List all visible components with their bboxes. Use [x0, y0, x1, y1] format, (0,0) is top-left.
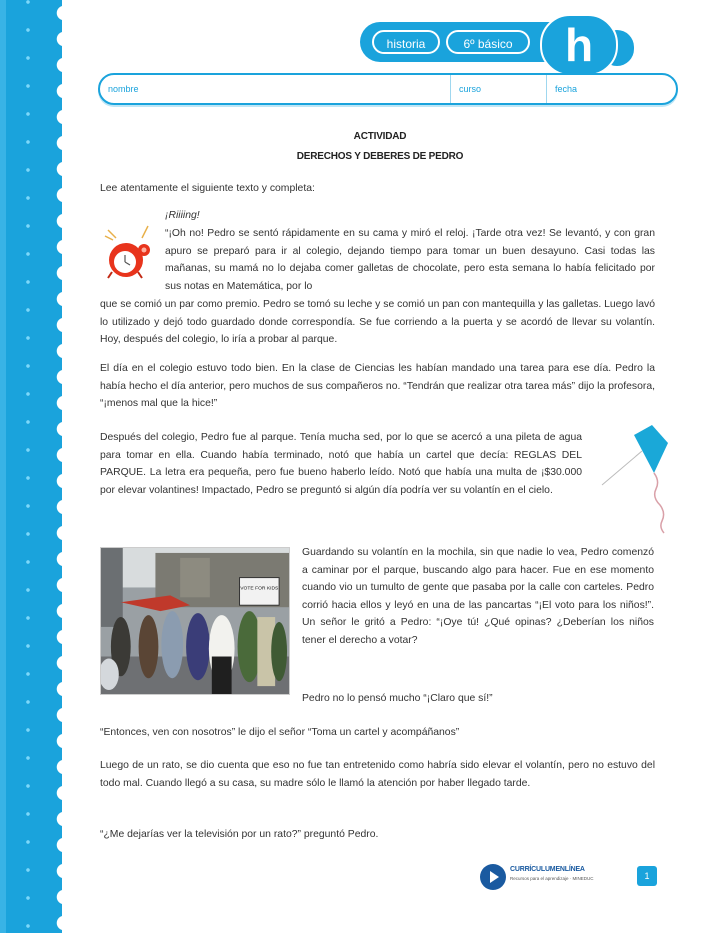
- story-paragraph-5: Pedro no lo pensó mucho “¡Claro que sí!”: [302, 693, 493, 704]
- subject-tag: historia: [372, 30, 440, 54]
- notebook-binding-strip: [0, 0, 62, 933]
- grade-tag: 6º básico: [446, 30, 530, 54]
- student-info-bar: [98, 73, 678, 105]
- date-field[interactable]: fecha: [546, 75, 676, 103]
- protest-sign-text: VOTE FOR KIDS: [240, 586, 279, 592]
- footer-brand: CURRÍCULUMENLÍNEA: [510, 866, 585, 873]
- story-ring-line: ¡Riiiing!: [165, 210, 200, 221]
- curriculum-play-logo-icon: [480, 864, 506, 890]
- activity-title: ACTIVIDAD: [353, 131, 407, 142]
- story-paragraph-6: “Entonces, ven con nosotros” le dijo el señor “Toma un cartel y acompáñanos”: [100, 727, 460, 738]
- page-number: 1: [637, 866, 657, 886]
- story-paragraph-1: “¡Oh no! Pedro se sentó rápidamente en su cama y miró el reloj. ¡Tarde otra vez! Se levantó, y con gran apuro se preparó para ir al colegio, dejando tiempo para tomar un buen desayuno. Casi todas las mañanas, su mamá no lo dejaba comer galletas de chocolate, pero esta semana lo había felicitado por sus notas en Matemática, por lo: [165, 228, 655, 292]
- story-paragraph-4: Guardando su volantín en la mochila, sin que nadie lo vea, Pedro comenzó a caminar por el parque, buscando algo para hacer. Fue en ese momento cuando vio un tumulto de gente que pasaba por la calle con carteles. Pedro corrió hacia ellos y leyó en una de las pancartas “¡El voto para los niños!”. Un señor le gritó a Pedro: “¡Oye tú! ¿Qué opinas? ¿Deberían los niños tener el derecho a votar?: [302, 547, 654, 646]
- story-paragraph-8: “¿Me dejarías ver la televisión por un rato?” preguntó Pedro.: [100, 829, 379, 840]
- course-field[interactable]: curso: [450, 75, 546, 103]
- kite-icon: [600, 415, 690, 540]
- name-field[interactable]: nombre: [108, 84, 139, 94]
- protest-march-photo: [100, 547, 290, 695]
- binding-scallop-edge: [50, 0, 64, 933]
- instructions-text: Lee atentamente el siguiente texto y completa:: [100, 183, 315, 194]
- story-paragraph-3: Después del colegio, Pedro fue al parque. Tenía mucha sed, por lo que se acercó a una pileta de agua para tomar en ella. Cuando había terminado, notó que había un cartel que decía: REGLAS DEL PARQUE. La letra era pequeña, pero fue bueno haberlo leído. Notó que había una multa de ¡$30.000 por elevar volantines! Impactado, Pedro se preguntó si algún día podría ver su volantín en el cielo.: [100, 432, 582, 496]
- alarm-clock-icon: [102, 222, 156, 282]
- story-paragraph-1-continued: que se comió un par como premio. Pedro se tomó su leche y se comió un pan con mantequilla y las galletas. Luego lavó lo utilizado y dejó todo guardado donde correspondía. Se fue corriendo a la puerta y se acordó de llevar su volantín. Hoy, después del colegio, lo iría a probar al parque.: [100, 299, 655, 345]
- footer-tagline: Recursos para el aprendizaje · MINEDUC: [510, 876, 594, 881]
- binding-dots-pattern: [10, 0, 50, 933]
- activity-subtitle: DERECHOS Y DEBERES DE PEDRO: [296, 151, 464, 162]
- story-paragraph-2: El día en el colegio estuvo todo bien. En la clase de Ciencias les habían mandado una tarea para ese día. Pedro la había hecho el día anterior, pero muchos de sus compañeros no. “Tendrán que realizar otra tarea más” dijo la profesora, “¡menos mal que la hice!”: [100, 363, 655, 409]
- subject-letter-badge: h: [540, 14, 618, 76]
- binding-edge: [0, 0, 6, 933]
- story-paragraph-7: Luego de un rato, se dio cuenta que eso no fue tan entretenido como habría sido elevar el volantín, pero no estuvo del todo mal. Cuando llegó a su casa, su madre sólo le llamó la atención por haber llegado tarde.: [100, 760, 655, 789]
